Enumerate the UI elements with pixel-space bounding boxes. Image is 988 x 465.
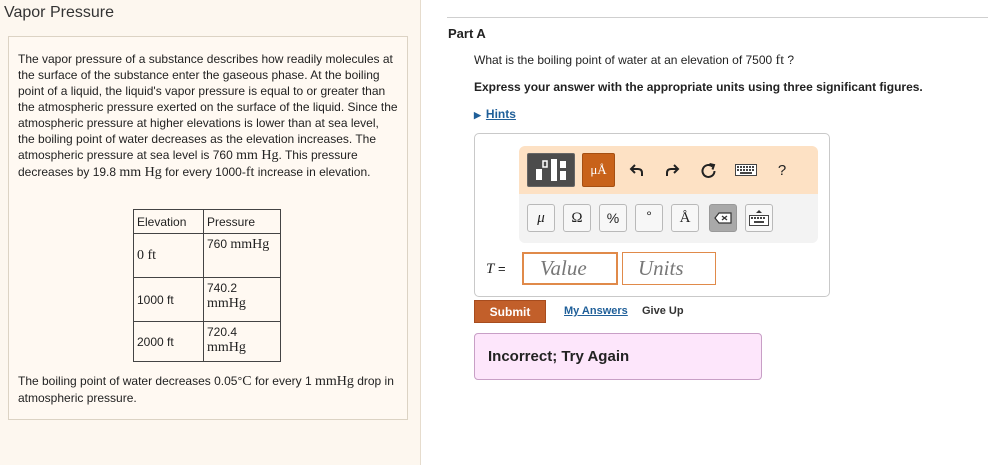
units-input[interactable] [622,252,716,285]
undo-icon[interactable] [624,157,650,183]
math-toolbar [519,146,818,243]
table-cell-pressure [204,322,281,362]
redo-icon[interactable] [659,157,685,183]
problem-box [8,36,408,420]
question-suffix: ? [784,53,795,67]
pressure-value: 760 [207,237,228,251]
percent-button[interactable]: % [599,204,627,232]
help-button[interactable]: ? [777,161,787,179]
intro-math-unit: mm Hg [236,148,279,163]
intro-text: . This pressure decreases by 19.8 [18,148,358,179]
caret-right-icon: ▶ [474,110,481,120]
omega-button[interactable]: Ω [563,204,591,232]
question-text [474,53,794,69]
problem-title: Vapor Pressure [4,4,114,21]
keyboard-toggle-icon[interactable] [745,204,773,232]
instruction-text: Express your answer with the appropriate units using three significant figures. [474,80,923,94]
elevation-value: 2000 ft [137,334,174,349]
conclusion-text: drop in atmospheric pressure. [18,374,394,405]
question-prefix: What is the boiling point of water at an elevation of 7500 [474,53,776,67]
reset-icon[interactable] [695,157,721,183]
templates-button[interactable] [527,153,575,187]
templates-icon [532,157,570,183]
table-cell-pressure [204,234,281,278]
table-cell-elevation [134,234,204,278]
pressure-unit: mmHg [230,237,270,252]
pressure-unit: mmHg [207,296,246,311]
my-answers-link[interactable]: My Answers [564,305,628,317]
pressure-table [133,209,281,362]
intro-math-unit: mm Hg [119,165,162,180]
answer-box [474,133,830,297]
elevation-value: 1000 ft [137,292,174,307]
problem-conclusion [18,373,398,407]
equals-sign: = [497,261,506,276]
table-header-elevation: Elevation [134,210,204,234]
elevation-value: 0 ft [137,247,157,263]
pressure-unit: mmHg [207,340,246,355]
intro-math-unit: ft [245,165,255,180]
degree-button[interactable]: ° [635,204,663,232]
table-header-row [134,210,281,234]
feedback-message: Incorrect; Try Again [474,333,762,380]
table-cell-elevation [134,278,204,322]
table-row [134,278,281,322]
part-title: Part A [448,26,486,41]
pressure-value: 720.4 [207,325,238,339]
submit-button[interactable]: Submit [474,300,546,323]
answer-variable: T [486,261,495,277]
conclusion-math-unit: C [242,374,252,389]
table-cell-elevation [134,322,204,362]
units-button[interactable]: μÅ [582,153,615,187]
divider [447,17,988,18]
problem-panel [0,0,421,465]
table-row [134,234,281,278]
give-up-link[interactable]: Give Up [642,305,684,317]
table-header-pressure: Pressure [204,210,281,234]
conclusion-text: for every 1 [251,374,315,388]
backspace-icon[interactable] [709,204,737,232]
toolbar-top-row [519,146,818,194]
hints-toggle[interactable] [474,107,516,121]
table-row [134,322,281,362]
hints-label: Hints [485,107,516,121]
keyboard-icon[interactable] [733,157,759,183]
toolbar-bottom-row [519,194,818,243]
question-unit: ft [775,53,785,68]
value-input[interactable] [522,252,618,285]
intro-text: for every 1000- [161,165,246,179]
table-cell-pressure [204,278,281,322]
intro-text: increase in elevation. [254,165,371,179]
problem-intro [18,51,398,181]
mu-button[interactable]: μ [527,204,555,232]
conclusion-text: The boiling point of water decreases 0.05° [18,374,243,388]
conclusion-math-unit: mmHg [314,374,354,389]
answer-variable-label [486,261,506,278]
intro-text: The vapor pressure of a substance describes how readily molecules at the surface of the substance enter the gaseous phase. At the boiling point of a liquid, the liquid's vapor pressure is equal to or greater than the atmospheric pressure exerted on the surface of the liquid. Since the atmospheric pressure at higher elevations is lower than at sea level, the boiling point of water decreases as the elevation increases. The atmospheric pressure at sea level is 760 [18,52,398,162]
angstrom-button[interactable]: Å [671,204,699,232]
pressure-value: 740.2 [207,281,238,295]
